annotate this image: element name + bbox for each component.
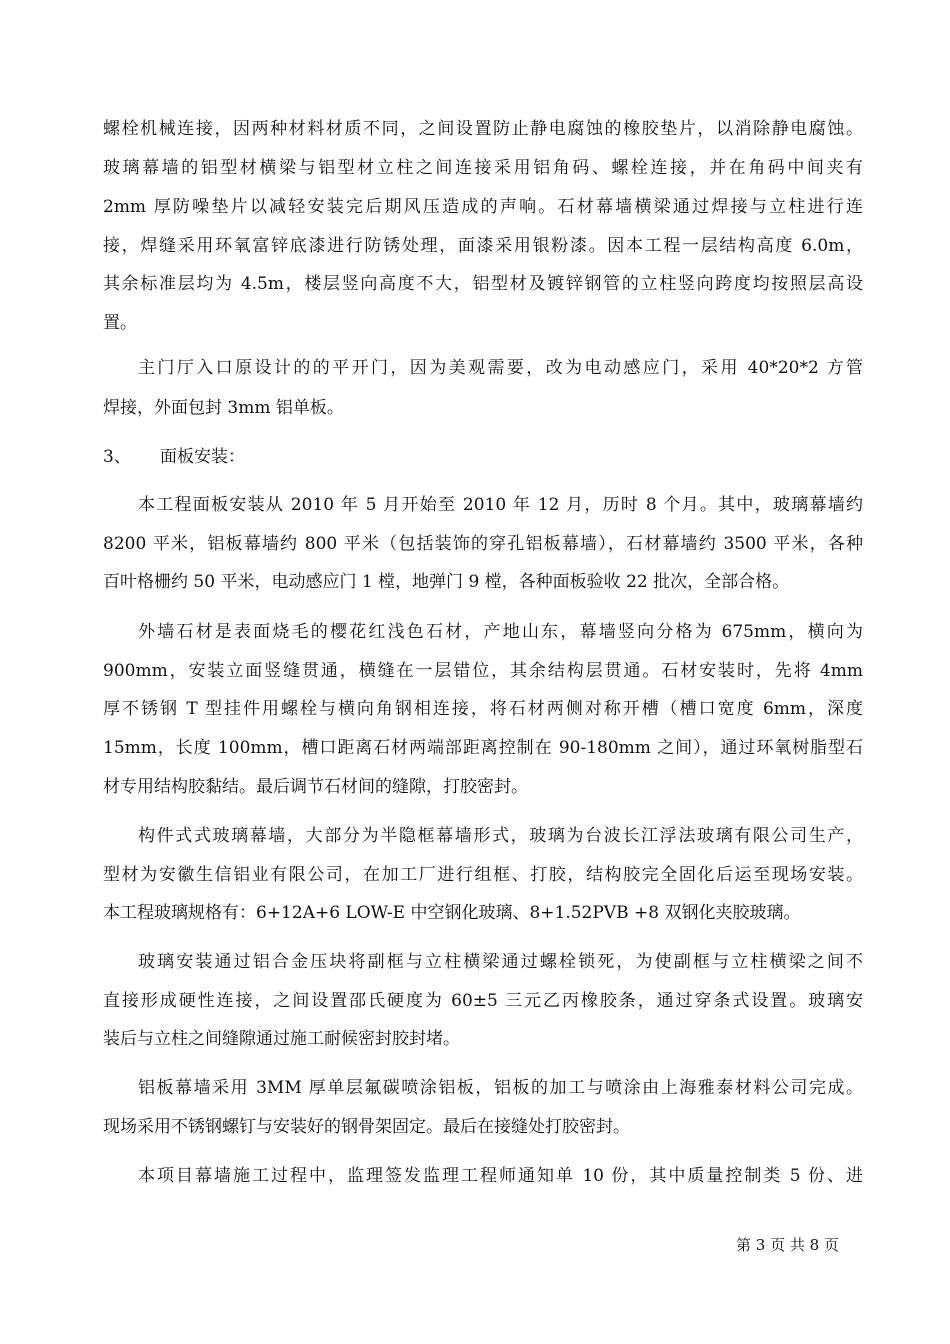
paragraph-4-line-4: 15mm，长度 100mm，槽口距离石材两端部距离控制在 90-180mm 之间），通过环氧树脂型石 xyxy=(103,738,863,758)
paragraph-6-line-3: 装后与立柱之间缝隙通过施工耐候密封胶封堵。 xyxy=(103,1029,460,1049)
paragraph-2-line-1: 主门厅入口原设计的的平开门，因为美观需要，改为电动感应门，采用 40*20*2 方管 xyxy=(138,358,863,378)
paragraph-1-line-3: 2mm 厚防噪垫片以减轻安装完后期风压造成的声响。石材幕墙横梁通过焊接与立柱进行连 xyxy=(103,197,863,217)
section-number: 3、 xyxy=(103,447,131,467)
paragraph-4-line-2: 900mm，安装立面竖缝贯通，横缝在一层错位，其余结构层贯通。石材安装时，先将 4mm xyxy=(103,661,863,681)
paragraph-6-line-2: 直接形成硬性连接，之间设置邵氏硬度为 60±5 三元乙丙橡胶条，通过穿条式设置。玻璃安 xyxy=(103,991,863,1011)
paragraph-4-line-1: 外墙石材是表面烧毛的樱花红浅色石材，产地山东，幕墙竖向分格为 675mm，横向为 xyxy=(138,622,863,642)
paragraph-5-line-2: 型材为安徽生信铝业有限公司，在加工厂进行组框、打胶，结构胶完全固化后运至现场安装。 xyxy=(103,865,863,885)
paragraph-3-line-2: 8200 平米，铝板幕墙约 800 平米（包括装饰的穿孔铝板幕墙），石材幕墙约 3500 平米，各种 xyxy=(103,534,863,554)
paragraph-2-line-2: 焊接，外面包封 3mm 铝单板。 xyxy=(103,398,344,418)
paragraph-6-line-1: 玻璃安装通过铝合金压块将副框与立柱横梁通过螺栓锁死，为使副框与立柱横梁之间不 xyxy=(138,952,863,972)
paragraph-4-line-3: 厚不锈钢 T 型挂件用螺栓与横向角钢相连接，将石材两侧对称开槽（槽口宽度 6mm，深度 xyxy=(103,699,863,719)
paragraph-1-line-4: 接，焊缝采用环氧富锌底漆进行防锈处理，面漆采用银粉漆。因本工程一层结构高度 6.0m， xyxy=(103,236,863,256)
paragraph-7-line-1: 铝板幕墙采用 3MM 厚单层氟碳喷涂铝板，铝板的加工与喷涂由上海雅泰材料公司完成。 xyxy=(138,1078,863,1098)
paragraph-1-line-6: 置。 xyxy=(103,313,137,333)
section-title: 面板安装： xyxy=(160,447,245,467)
paragraph-5-line-3: 本工程玻璃规格有：6+12A+6 LOW-E 中空钢化玻璃、8+1.52PVB +8 双钢化夹胶玻璃。 xyxy=(103,903,801,923)
paragraph-7-line-2: 现场采用不锈钢螺钉与安装好的钢骨架固定。最后在接缝处打胶密封。 xyxy=(103,1117,630,1137)
page-number-footer: 第 3 页 共 8 页 xyxy=(736,1236,839,1254)
paragraph-3-line-1: 本工程面板安装从 2010 年 5 月开始至 2010 年 12 月，历时 8 个月。其中，玻璃幕墙约 xyxy=(138,495,863,515)
paragraph-1-line-1: 螺栓机械连接，因两种材料材质不同，之间设置防止静电腐蚀的橡胶垫片，以消除静电腐蚀。 xyxy=(103,119,863,139)
paragraph-5-line-1: 构件式式玻璃幕墙，大部分为半隐框幕墙形式，玻璃为台波长江浮法玻璃有限公司生产， xyxy=(138,826,863,846)
paragraph-1-line-2: 玻璃幕墙的铝型材横梁与铝型材立柱之间连接采用铝角码、螺栓连接，并在角码中间夹有 xyxy=(103,158,863,178)
paragraph-3-line-3: 百叶格栅约 50 平米，电动感应门 1 樘，地弹门 9 樘，各种面板验收 22 批次，全部合格。 xyxy=(103,572,790,592)
paragraph-8-line-1: 本项目幕墙施工过程中，监理签发监理工程师通知单 10 份，其中质量控制类 5 份、进 xyxy=(138,1166,863,1186)
paragraph-1-line-5: 其余标准层均为 4.5m，楼层竖向高度不大，铝型材及镀锌钢管的立柱竖向跨度均按照层高设 xyxy=(103,274,863,294)
paragraph-4-line-5: 材专用结构胶黏结。最后调节石材间的缝隙，打胶密封。 xyxy=(103,777,528,797)
